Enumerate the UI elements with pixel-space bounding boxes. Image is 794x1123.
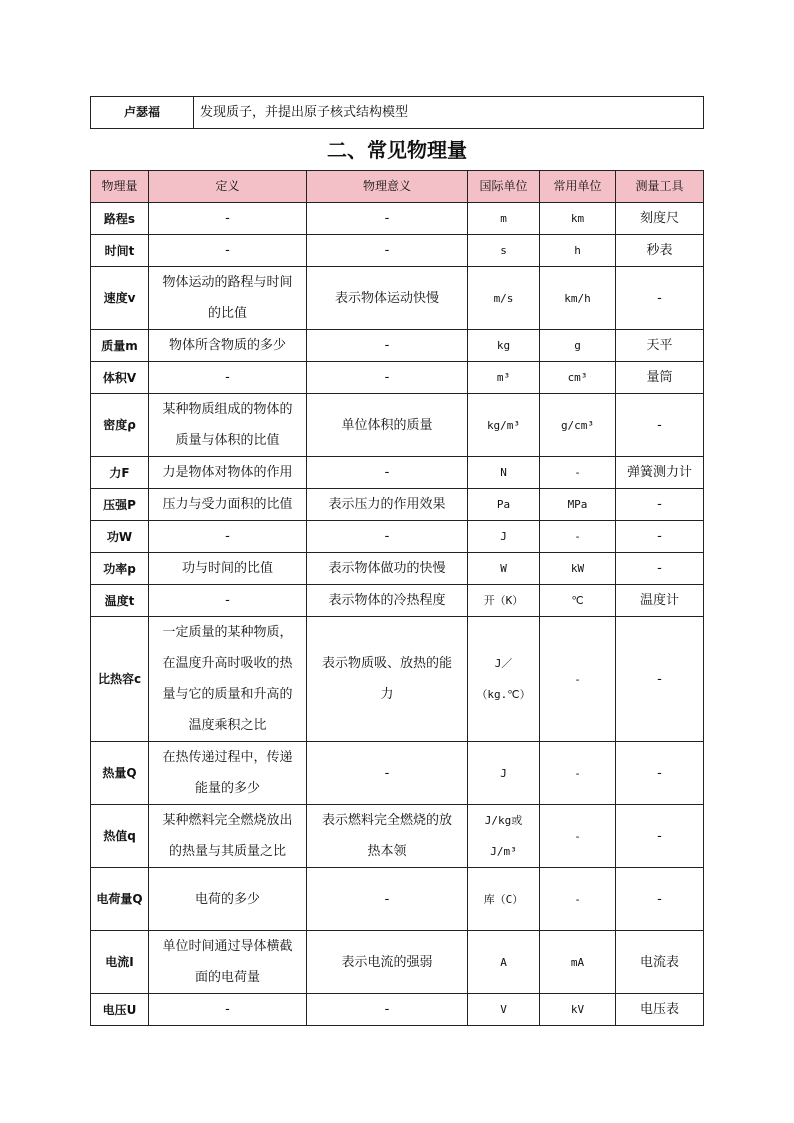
cell-line: 表示压力的作用效果 <box>328 497 446 512</box>
cell-line: 的热量与其质量之比 <box>168 844 286 859</box>
column-header: 定义 <box>149 171 307 203</box>
cell-line: - <box>384 338 390 353</box>
common-unit-cell <box>540 489 616 521</box>
cell-line: cm³ <box>567 371 588 384</box>
cell-line: V <box>500 1003 507 1016</box>
cell-line: 物体运动的路程与时间 <box>162 275 293 290</box>
cell-line: - <box>657 828 662 844</box>
tool-cell <box>616 585 704 617</box>
cell-line: s <box>500 244 507 257</box>
quantity-cell: 质量m <box>91 330 149 362</box>
quantity-cell: 速度v <box>91 267 149 330</box>
column-header: 国际单位 <box>468 171 540 203</box>
column-header: 物理量 <box>91 171 149 203</box>
quantity-cell: 热值q <box>91 805 149 868</box>
cell-line: - <box>225 211 230 226</box>
table-row <box>91 97 704 129</box>
cell-line: - <box>384 243 390 258</box>
cell-line: 在温度升高时吸收的热 <box>162 656 293 671</box>
si-unit-cell <box>468 267 540 330</box>
definition-cell <box>149 457 307 489</box>
cell-line: 温度计 <box>639 593 679 608</box>
cell-line: - <box>384 529 390 544</box>
meaning-cell <box>307 585 468 617</box>
cell-line: 力是物体对物体的作用 <box>162 465 293 480</box>
cell-line: h <box>574 244 581 257</box>
meaning-cell <box>307 931 468 994</box>
cell-line: - <box>574 766 581 780</box>
table-header-row <box>91 171 704 203</box>
meaning-cell <box>307 203 468 235</box>
cell-line: 某种物质组成的物体的 <box>162 402 293 417</box>
common-unit-cell <box>540 203 616 235</box>
physical-quantities-table <box>90 170 704 1026</box>
cell-line: J/kg或 <box>484 814 523 827</box>
cell-line: 能量的多少 <box>194 781 260 796</box>
cell-line: 量与它的质量和升高的 <box>162 687 293 702</box>
cell-line: kg <box>496 339 511 352</box>
table-row <box>91 394 704 457</box>
meaning-cell <box>307 553 468 585</box>
meaning-cell <box>307 617 468 742</box>
cell-line: - <box>225 370 230 385</box>
definition-cell <box>149 868 307 931</box>
definition-cell <box>149 553 307 585</box>
tool-cell <box>616 742 704 805</box>
column-header: 测量工具 <box>616 171 704 203</box>
definition-cell <box>149 617 307 742</box>
tool-cell <box>616 617 704 742</box>
quantity-cell: 比热容c <box>91 617 149 742</box>
common-unit-cell <box>540 742 616 805</box>
tool-cell <box>616 931 704 994</box>
cell-line: 弹簧测力计 <box>626 465 692 480</box>
cell-line: 单位时间通过导体横截 <box>162 939 293 954</box>
definition-cell <box>149 994 307 1026</box>
tool-cell <box>616 394 704 457</box>
cell-line: 电荷的多少 <box>194 891 260 907</box>
scientist-table <box>90 96 704 129</box>
cell-line: 表示物体的冷热程度 <box>328 593 446 608</box>
cell-line: 电流表 <box>639 954 679 970</box>
definition-cell <box>149 235 307 267</box>
cell-line: J <box>500 766 507 780</box>
tool-cell <box>616 994 704 1026</box>
meaning-cell <box>307 868 468 931</box>
meaning-cell <box>307 362 468 394</box>
cell-line: N <box>500 466 507 479</box>
cell-line: 表示电流的强弱 <box>341 954 433 970</box>
cell-line: - <box>574 530 581 543</box>
cell-line: km/h <box>564 291 591 305</box>
table-row <box>91 617 704 742</box>
table-row <box>91 267 704 330</box>
cell-line: A <box>500 955 507 969</box>
tool-cell <box>616 267 704 330</box>
cell-line: 秒表 <box>646 243 673 258</box>
cell-line: 压力与受力面积的比值 <box>162 497 293 512</box>
table-row <box>91 994 704 1026</box>
common-unit-cell <box>540 235 616 267</box>
table-row <box>91 805 704 868</box>
cell-line: m³ <box>496 371 511 384</box>
definition-cell <box>149 267 307 330</box>
cell-line: - <box>384 465 390 480</box>
cell-line: - <box>657 529 662 544</box>
cell-line: - <box>384 211 390 226</box>
si-unit-cell <box>468 521 540 553</box>
cell-line: - <box>384 765 390 781</box>
common-unit-cell <box>540 521 616 553</box>
cell-line: - <box>574 892 581 906</box>
cell-line: - <box>657 497 662 512</box>
cell-line: - <box>384 1002 390 1017</box>
scientist-contribution: 发现质子，并提出原子核式结构模型 <box>194 97 704 129</box>
cell-line: 力 <box>380 687 394 702</box>
cell-line: 某种燃料完全燃烧放出 <box>162 813 293 828</box>
cell-line: 表示物体做功的快慢 <box>328 561 446 576</box>
cell-line: - <box>225 1002 230 1017</box>
definition-cell <box>149 489 307 521</box>
cell-line: m <box>500 212 507 225</box>
tool-cell <box>616 362 704 394</box>
definition-cell <box>149 330 307 362</box>
common-unit-cell <box>540 994 616 1026</box>
meaning-cell <box>307 457 468 489</box>
quantity-cell: 电荷量Q <box>91 868 149 931</box>
tool-cell <box>616 203 704 235</box>
meaning-cell <box>307 235 468 267</box>
quantity-cell: 功率p <box>91 553 149 585</box>
quantity-cell: 压强P <box>91 489 149 521</box>
tool-cell <box>616 457 704 489</box>
common-unit-cell <box>540 617 616 742</box>
common-unit-cell <box>540 868 616 931</box>
tool-cell <box>616 521 704 553</box>
table-row <box>91 362 704 394</box>
definition-cell <box>149 362 307 394</box>
common-unit-cell <box>540 931 616 994</box>
si-unit-cell <box>468 553 540 585</box>
quantity-cell: 体积V <box>91 362 149 394</box>
definition-cell <box>149 742 307 805</box>
definition-cell <box>149 521 307 553</box>
cell-line: - <box>225 243 230 258</box>
tool-cell <box>616 805 704 868</box>
cell-line: kW <box>570 562 585 575</box>
cell-line: 在热传递过程中，传递 <box>162 750 293 765</box>
tool-cell <box>616 868 704 931</box>
cell-line: W <box>500 562 507 575</box>
cell-line: kg/m³ <box>486 418 521 432</box>
definition-cell <box>149 805 307 868</box>
quantity-cell: 密度ρ <box>91 394 149 457</box>
table-row <box>91 203 704 235</box>
cell-line: 单位体积的质量 <box>341 417 433 433</box>
cell-line: 一定质量的某种物质， <box>162 625 293 640</box>
definition-cell <box>149 394 307 457</box>
cell-line: 物体所含物质的多少 <box>168 338 286 353</box>
cell-line: - <box>574 829 581 843</box>
meaning-cell <box>307 805 468 868</box>
cell-line: 面的电荷量 <box>194 970 260 985</box>
cell-line: - <box>657 891 662 907</box>
cell-line: m/s <box>493 291 514 305</box>
cell-line: 库（C） <box>483 892 524 906</box>
cell-line: 温度乘积之比 <box>188 718 267 733</box>
cell-line: 电压表 <box>639 1002 679 1017</box>
quantity-cell: 时间t <box>91 235 149 267</box>
cell-line: g/cm³ <box>560 418 595 432</box>
common-unit-cell <box>540 362 616 394</box>
cell-line: （kg.℃） <box>476 688 531 701</box>
table-row <box>91 553 704 585</box>
definition-cell <box>149 931 307 994</box>
si-unit-cell <box>468 235 540 267</box>
quantity-cell: 电流I <box>91 931 149 994</box>
cell-line: - <box>225 593 230 608</box>
cell-line: 表示物质吸、放热的能 <box>321 656 452 671</box>
table-row <box>91 521 704 553</box>
quantity-cell: 功W <box>91 521 149 553</box>
cell-line: MPa <box>567 498 588 511</box>
cell-line: 开（K） <box>483 594 524 607</box>
cell-line: - <box>574 672 581 686</box>
cell-line: Pa <box>496 498 511 511</box>
common-unit-cell <box>540 267 616 330</box>
table-row <box>91 868 704 931</box>
cell-line: mA <box>570 955 585 969</box>
cell-line: ℃ <box>571 594 584 607</box>
cell-line: 热本领 <box>367 844 407 859</box>
si-unit-cell <box>468 330 540 362</box>
section-title: 二、常见物理量 <box>327 138 467 162</box>
tool-cell <box>616 489 704 521</box>
tool-cell <box>616 553 704 585</box>
table-row <box>91 585 704 617</box>
cell-line: 功与时间的比值 <box>181 561 273 576</box>
common-unit-cell <box>540 330 616 362</box>
cell-line: kV <box>570 1003 585 1016</box>
meaning-cell <box>307 394 468 457</box>
table-row <box>91 457 704 489</box>
common-unit-cell <box>540 553 616 585</box>
meaning-cell <box>307 267 468 330</box>
cell-line: - <box>657 765 662 781</box>
cell-line: - <box>384 370 390 385</box>
meaning-cell <box>307 489 468 521</box>
table-row <box>91 330 704 362</box>
si-unit-cell <box>468 994 540 1026</box>
cell-line: J/m³ <box>490 845 517 858</box>
definition-cell <box>149 203 307 235</box>
common-unit-cell <box>540 457 616 489</box>
quantity-cell: 电压U <box>91 994 149 1026</box>
cell-line: 质量与体积的比值 <box>175 433 280 448</box>
quantity-cell: 热量Q <box>91 742 149 805</box>
cell-line: J <box>500 530 507 543</box>
table-row <box>91 742 704 805</box>
quantity-cell: 温度t <box>91 585 149 617</box>
cell-line: - <box>574 466 581 479</box>
cell-line: 的比值 <box>207 306 247 321</box>
si-unit-cell <box>468 203 540 235</box>
cell-line: 表示燃料完全燃烧的放 <box>321 813 452 828</box>
common-unit-cell <box>540 585 616 617</box>
cell-line: - <box>657 417 662 433</box>
meaning-cell <box>307 521 468 553</box>
meaning-cell <box>307 742 468 805</box>
cell-line: - <box>657 561 662 576</box>
quantity-cell: 力F <box>91 457 149 489</box>
si-unit-cell <box>468 489 540 521</box>
column-header: 物理意义 <box>307 171 468 203</box>
definition-cell <box>149 585 307 617</box>
tool-cell <box>616 330 704 362</box>
cell-line: 天平 <box>646 338 673 353</box>
table-row <box>91 489 704 521</box>
column-header: 常用单位 <box>540 171 616 203</box>
si-unit-cell <box>468 457 540 489</box>
si-unit-cell <box>468 585 540 617</box>
scientist-name: 卢瑟福 <box>91 97 194 129</box>
si-unit-cell <box>468 362 540 394</box>
cell-line: - <box>225 529 230 544</box>
si-unit-cell <box>468 742 540 805</box>
common-unit-cell <box>540 394 616 457</box>
table-row <box>91 931 704 994</box>
tool-cell <box>616 235 704 267</box>
table-row <box>91 235 704 267</box>
cell-line: 表示物体运动快慢 <box>334 290 439 306</box>
si-unit-cell <box>468 931 540 994</box>
si-unit-cell <box>468 868 540 931</box>
cell-line: - <box>384 891 390 907</box>
cell-line: - <box>657 290 662 306</box>
cell-line: - <box>657 671 662 687</box>
cell-line: 量筒 <box>646 370 673 385</box>
cell-line: J／ <box>494 657 513 670</box>
si-unit-cell <box>468 394 540 457</box>
cell-line: g <box>574 339 581 352</box>
si-unit-cell <box>468 617 540 742</box>
quantity-cell: 路程s <box>91 203 149 235</box>
cell-line: 刻度尺 <box>639 211 679 226</box>
meaning-cell <box>307 994 468 1026</box>
cell-line: km <box>570 212 585 225</box>
si-unit-cell <box>468 805 540 868</box>
common-unit-cell <box>540 805 616 868</box>
meaning-cell <box>307 330 468 362</box>
